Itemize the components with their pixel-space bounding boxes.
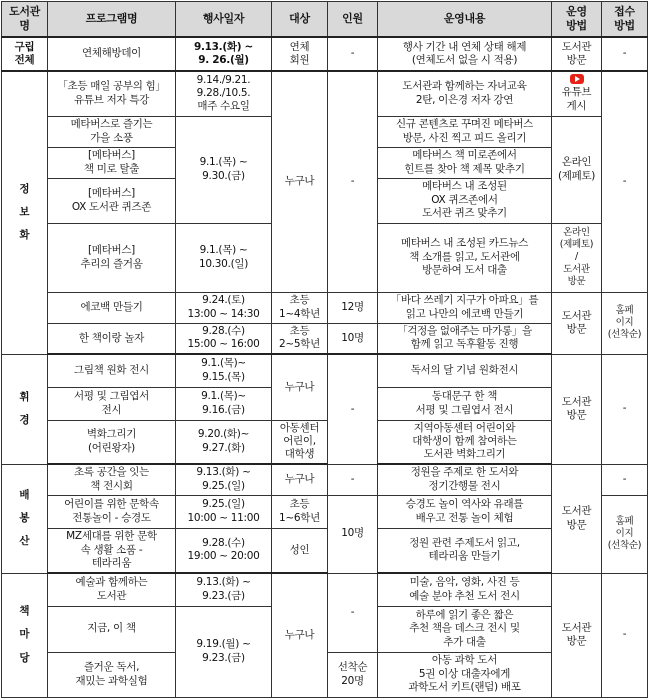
reception-cell: -	[602, 464, 648, 495]
program-cell: [메타버스] 추리의 즐거움	[48, 223, 176, 292]
method-cell: 도서관 방문	[552, 37, 602, 71]
target-cell: 성인	[272, 528, 328, 573]
program-cell: 초록 공간을 잇는 책 전시회	[48, 464, 176, 495]
target-cell: 누구나	[272, 464, 328, 495]
library-cell: 배 봉 산	[2, 464, 48, 573]
table-row	[2, 573, 648, 606]
program-cell: MZ세대를 위한 문학 속 생활 소품 - 테라리움	[48, 528, 176, 573]
date-cell: 9.1.(목) ~ 9.30.(금)	[176, 116, 272, 223]
table-row	[2, 528, 648, 573]
library-cell: 정 보 화	[2, 71, 48, 354]
program-cell: 어린이를 위한 문학속 전통놀이 - 승경도	[48, 495, 176, 528]
program-cell: 한 책이랑 놀자	[48, 323, 176, 354]
program-schedule-table	[1, 1, 648, 698]
reception-cell: 홈페 이지 (선착순)	[602, 292, 648, 354]
target-cell: 초등 1~6학년	[272, 495, 328, 528]
program-cell: 벽화그리기 (어린왕자)	[48, 420, 176, 464]
table-row	[2, 323, 648, 354]
header-library: 도서관명	[2, 2, 48, 38]
target-cell: 연체 회원	[272, 37, 328, 71]
table-row	[2, 37, 648, 71]
header-program: 프로그램명	[48, 2, 176, 38]
content-cell: 신규 콘텐츠로 꾸며진 메타버스 방문, 사진 찍고 피드 올리기	[378, 116, 552, 147]
date-cell: 9.19.(월) ~ 9.23.(금)	[176, 606, 272, 697]
method-cell: 도서관 방문	[552, 464, 602, 573]
target-cell: 누구나	[272, 354, 328, 420]
date-cell: 9.14./9.21. 9.28./10.5. 매주 수요일	[176, 71, 272, 116]
header-method: 운영 방법	[552, 2, 602, 38]
date-cell: 9.25.(일) 10:00 ~ 11:00	[176, 495, 272, 528]
date-cell: 9.13.(화) ~ 9.23.(금)	[176, 573, 272, 606]
reception-cell: -	[602, 37, 648, 71]
content-cell: 정원을 주제로 한 도서와 정기간행물 전시	[378, 464, 552, 495]
target-cell: 초등 2~5학년	[272, 323, 328, 354]
program-cell: 에코백 만들기	[48, 292, 176, 323]
content-cell: 미술, 음악, 영화, 사진 등 예술 분야 추천 도서 전시	[378, 573, 552, 606]
table-row	[2, 292, 648, 323]
content-cell: 메타버스 내 조성된 OX 퀴즈존에서 도서관 퀴즈 맞추기	[378, 178, 552, 223]
program-cell: 메타버스로 즐기는 가을 소풍	[48, 116, 176, 147]
content-cell: 아동 과학 도서 5권 이상 대출자에게 과학도서 키트(랜덤) 배포	[378, 652, 552, 697]
reception-cell: -	[602, 71, 648, 292]
people-cell: -	[328, 37, 378, 71]
date-cell: 9.24.(토) 13:00 ~ 14:30	[176, 292, 272, 323]
reception-cell: -	[602, 573, 648, 697]
program-cell: 연체해방데이	[48, 37, 176, 71]
table-row	[2, 420, 648, 464]
reception-cell: 홈페 이지 (선착순)	[602, 495, 648, 573]
target-cell: 누구나	[272, 71, 328, 292]
method-cell	[552, 71, 602, 116]
table-row	[2, 495, 648, 528]
people-cell: 10명	[328, 495, 378, 573]
content-cell: 승경도 놀이 역사와 유래를 배우고 전통 놀이 체험	[378, 495, 552, 528]
content-cell: 행사 기간 내 연체 상태 해제 (연체도서 없을 시 적용)	[378, 37, 552, 71]
date-cell: 9.28.(수) 15:00 ~ 16:00	[176, 323, 272, 354]
table-row	[2, 71, 648, 116]
method-cell: 도서관 방문	[552, 292, 602, 354]
header-reception: 접수 방법	[602, 2, 648, 38]
people-cell: -	[328, 464, 378, 495]
target-cell: 누구나	[272, 573, 328, 697]
date-cell: 9.1.(목) ~ 10.30.(일)	[176, 223, 272, 292]
date-cell: 9.13.(화) ~ 9.25.(일)	[176, 464, 272, 495]
people-cell: -	[328, 573, 378, 652]
method-cell: 온라인 (제페토)	[552, 116, 602, 223]
people-cell: 선착순 20명	[328, 652, 378, 697]
date-cell: 9.1.(목)~ 9.16.(금)	[176, 387, 272, 420]
program-cell: 그림책 원화 전시	[48, 354, 176, 387]
header-row	[2, 2, 648, 38]
library-cell: 책 마 당	[2, 573, 48, 697]
content-cell: 지역아동센터 어린이와 대학생이 함께 참여하는 도서관 벽화그리기	[378, 420, 552, 464]
program-table-container	[1, 1, 647, 698]
content-cell: 「바다 쓰레기 지구가 아파요」를 읽고 나만의 에코백 만들기	[378, 292, 552, 323]
date-cell: 9.13.(화) ~ 9. 26.(월)	[176, 37, 272, 71]
library-cell: 구립 전체	[2, 37, 48, 71]
method-cell: 도서관 방문	[552, 354, 602, 464]
content-cell: 메타버스 내 조성된 카드뉴스 책 소개를 읽고, 도서관에 방문하여 도서 대출	[378, 223, 552, 292]
reception-cell: -	[602, 354, 648, 464]
program-cell: [메타버스] OX 도서관 퀴즈존	[48, 178, 176, 223]
date-cell: 9.20.(화)~ 9.27.(화)	[176, 420, 272, 464]
header-date: 행사일자	[176, 2, 272, 38]
content-cell: 「걱정을 없애주는 마가롱」을 함께 읽고 독후활동 진행	[378, 323, 552, 354]
people-cell: 10명	[328, 323, 378, 354]
people-cell: -	[328, 354, 378, 464]
table-row	[2, 354, 648, 387]
program-cell: 「초등 매일 공부의 힘」 유튜브 저자 특강	[48, 71, 176, 116]
header-target: 대상	[272, 2, 328, 38]
program-cell: 즐거운 독서, 재밌는 과학실험	[48, 652, 176, 697]
program-cell: 예술과 함께하는 도서관	[48, 573, 176, 606]
date-cell: 9.1.(목)~ 9.15.(목)	[176, 354, 272, 387]
method-label: 유튜브 게시	[561, 86, 592, 112]
date-cell: 9.28.(수) 19:00 ~ 20:00	[176, 528, 272, 573]
content-cell: 독서의 달 기념 원화전시	[378, 354, 552, 387]
people-cell: 12명	[328, 292, 378, 323]
content-cell: 동대문구 한 책 서평 및 그림엽서 전시	[378, 387, 552, 420]
header-content: 운영내용	[378, 2, 552, 38]
library-cell: 휘 경	[2, 354, 48, 464]
header-people: 인원	[328, 2, 378, 38]
people-cell: -	[328, 71, 378, 292]
program-cell: [메타버스] 책 미로 탈출	[48, 147, 176, 178]
target-cell: 초등 1~4학년	[272, 292, 328, 323]
method-cell: 온라인 (제페토) / 도서관 방문	[552, 223, 602, 292]
content-cell: 하루에 읽기 좋은 짧은 추천 책을 데스크 전시 및 추가 대출	[378, 606, 552, 652]
table-row	[2, 464, 648, 495]
youtube-icon	[570, 74, 584, 84]
content-cell: 정원 관련 주제도서 읽고, 테라리움 만들기	[378, 528, 552, 573]
program-cell: 서평 및 그림엽서 전시	[48, 387, 176, 420]
content-cell: 메타버스 책 미로존에서 힌트를 찾아 책 제목 맞추기	[378, 147, 552, 178]
target-cell: 아동센터 어린이, 대학생	[272, 420, 328, 464]
program-cell: 지금, 이 책	[48, 606, 176, 652]
method-cell: 도서관 방문	[552, 573, 602, 697]
content-cell: 도서관과 함께하는 자녀교육 2탄, 이은경 저자 강연	[378, 71, 552, 116]
